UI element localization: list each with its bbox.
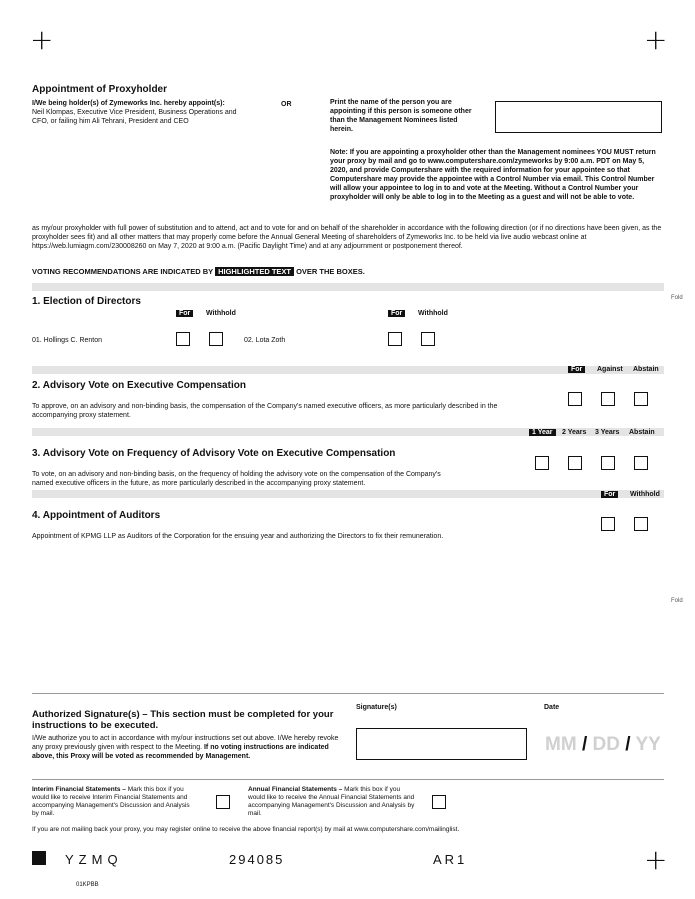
annual-text: Mark this box if you would like to receive the Annual Financial Statements and accompanying Management's Discussion and Analysis by mail.: [248, 786, 415, 817]
nominee-1-for-checkbox[interactable]: [176, 332, 190, 346]
date-label: Date: [544, 704, 560, 711]
signature-body-bold: If no voting instructions are indicated above, this Proxy will be voted as recommended by Management.: [32, 744, 329, 760]
date-field[interactable]: [545, 734, 661, 756]
section-bar: [32, 490, 664, 498]
compensation-abstain-label: Abstain: [633, 366, 659, 373]
nominee-2-for-checkbox[interactable]: [388, 332, 402, 346]
signature-body: [32, 734, 342, 761]
proxy-title: Appointment of Proxyholder: [32, 84, 167, 95]
nominees-text: Neil Klompas, Executive Vice President, Business Operations and CFO, or failing him Ali Tehrani, President and CEO: [32, 109, 237, 125]
or-label: OR: [281, 101, 292, 108]
interim-statement: [32, 786, 197, 818]
mailing-list-note: If you are not mailing back your proxy, you may register online to receive the above financial report(s) by mail at www.computershare.com/mailinglist.: [32, 826, 460, 833]
compensation-title: 2. Advisory Vote on Executive Compensation: [32, 380, 246, 391]
annual-statements-checkbox[interactable]: [432, 795, 446, 809]
section-bar: [32, 283, 664, 291]
frequency-2-years-label: 2 Years: [562, 429, 587, 436]
compensation-for-label: For: [568, 366, 585, 373]
frequency-3-years-label: 3 Years: [595, 429, 620, 436]
voting-rec-highlight: HIGHLIGHTED TEXT: [215, 267, 294, 276]
compensation-abstain-checkbox[interactable]: [634, 392, 648, 406]
crop-mark-top-right: +: [644, 23, 668, 56]
nominee-1: 01. Hollings C. Renton: [32, 337, 103, 344]
date-yy: YY: [635, 734, 661, 755]
signature-field[interactable]: [356, 728, 527, 760]
fold-mark: Fold: [671, 295, 683, 301]
auditors-title: 4. Appointment of Auditors: [32, 510, 161, 521]
divider: [32, 693, 664, 694]
signature-label: Signature(s): [356, 704, 397, 711]
interim-statements-checkbox[interactable]: [216, 795, 230, 809]
date-dd: DD: [592, 734, 620, 755]
appoint-label: I/We being holder(s) of Zymeworks Inc. hereby appoint(s):: [32, 100, 225, 107]
voting-rec-suffix: OVER THE BOXES.: [296, 267, 365, 276]
form-id: 01KPBB: [76, 882, 99, 888]
interim-title: Interim Financial Statements –: [32, 786, 126, 793]
divider: [32, 779, 664, 780]
compensation-desc: To approve, on an advisory and non-binding basis, the compensation of the Company's named executive officers, as more particularly described in the accompanying proxy statement.: [32, 403, 498, 419]
frequency-abstain-label: Abstain: [629, 429, 655, 436]
frequency-abstain-checkbox[interactable]: [634, 456, 648, 470]
voting-rec-prefix: VOTING RECOMMENDATIONS ARE INDICATED BY: [32, 267, 213, 276]
print-name-text: Print the name of the person you are appointing if this person is someone other than the Management Nominees listed herein.: [330, 99, 472, 133]
frequency-desc: To vote, on an advisory and non-binding basis, on the frequency of holding the advisory vote on the compensation of the Company's named executive officers in the future, as more particularly described in the accompanying proxy statement.: [32, 471, 441, 487]
proxyholder-name-field[interactable]: [495, 101, 662, 133]
frequency-title: 3. Advisory Vote on Frequency of Advisory Vote on Executive Compensation: [32, 448, 396, 459]
auditors-for-checkbox[interactable]: [601, 517, 615, 531]
crop-mark-top-left: +: [30, 23, 54, 56]
footer-code-1: YZMQ: [65, 852, 123, 867]
fold-mark: Fold: [671, 598, 683, 604]
frequency-3-years-checkbox[interactable]: [601, 456, 615, 470]
date-slash-2: /: [625, 734, 631, 755]
frequency-2-years-checkbox[interactable]: [568, 456, 582, 470]
proxy-note: Note: If you are appointing a proxyholder other than the Management nominees YOU MUST return your proxy by mail and go to www.computershare.com/zymeworks by 9:00 a.m. PDT on May 5, 2020, and provide Computershare with the required information for your appointee so that Computershare may provide the appointee with a Control Number via email. This Control Number will allow your appointee to log in to and vote at the Meeting. Without a Control Number your proxyholder will only be able to log in to the Meeting as a guest and will not be able to vote.: [330, 149, 656, 201]
compensation-against-label: Against: [597, 366, 623, 373]
directors-for-label-1: For: [176, 310, 193, 317]
nominee-1-withhold-checkbox[interactable]: [209, 332, 223, 346]
directors-withhold-label-1: Withhold: [206, 310, 236, 317]
compensation-for-checkbox[interactable]: [568, 392, 582, 406]
frequency-1-year-checkbox[interactable]: [535, 456, 549, 470]
auditors-withhold-checkbox[interactable]: [634, 517, 648, 531]
auditors-for-label: For: [601, 491, 618, 498]
voting-recommendations: [32, 267, 365, 277]
date-mm: MM: [545, 734, 577, 755]
annual-statement: [248, 786, 418, 818]
directors-for-label-2: For: [388, 310, 405, 317]
footer-code-3: AR1: [433, 852, 468, 867]
interim-text: Mark this box if you would like to receive Interim Financial Statements and accompanying Management's Discussion and Analysis by mail.: [32, 786, 190, 817]
auditors-withhold-label: Withhold: [630, 491, 660, 498]
footer-code-2: 294085: [229, 852, 285, 867]
annual-title: Annual Financial Statements –: [248, 786, 343, 793]
signature-title: Authorized Signature(s) – This section must be completed for your instructions to be executed.: [32, 709, 334, 731]
frequency-1-year-label: 1 Year: [529, 429, 556, 436]
compensation-against-checkbox[interactable]: [601, 392, 615, 406]
nominee-2-withhold-checkbox[interactable]: [421, 332, 435, 346]
directors-title: 1. Election of Directors: [32, 296, 141, 307]
date-slash-1: /: [581, 734, 588, 755]
auditors-desc: Appointment of KPMG LLP as Auditors of the Corporation for the ensuing year and authorizing the Directors to fix their remuneration.: [32, 533, 444, 540]
nominee-2: 02. Lota Zoth: [244, 337, 286, 344]
signature-body-text: I/We authorize you to act in accordance with my/our instructions set out above. I/We hereby revoke any proxy previously given with respect to the Meeting.: [32, 735, 339, 751]
authority-text: as my/our proxyholder with full power of substitution and to attend, act and to vote for and on behalf of the shareholder in accordance with the following direction (or if no directions have been given, as the proxyholder sees fit) and all other matters that may properly come before the Annual General Meeting of shareholders of Zymeworks Inc. to be held via live audio webcast online at https://web.lumiagm.com/230008260 on May 7, 2020 at 9:00 a.m. (Pacific Daylight Time) and at any adjournment or postponement thereof.: [32, 225, 662, 250]
crop-mark-bottom-right: +: [644, 843, 668, 876]
registration-square: [32, 851, 46, 865]
directors-withhold-label-2: Withhold: [418, 310, 448, 317]
